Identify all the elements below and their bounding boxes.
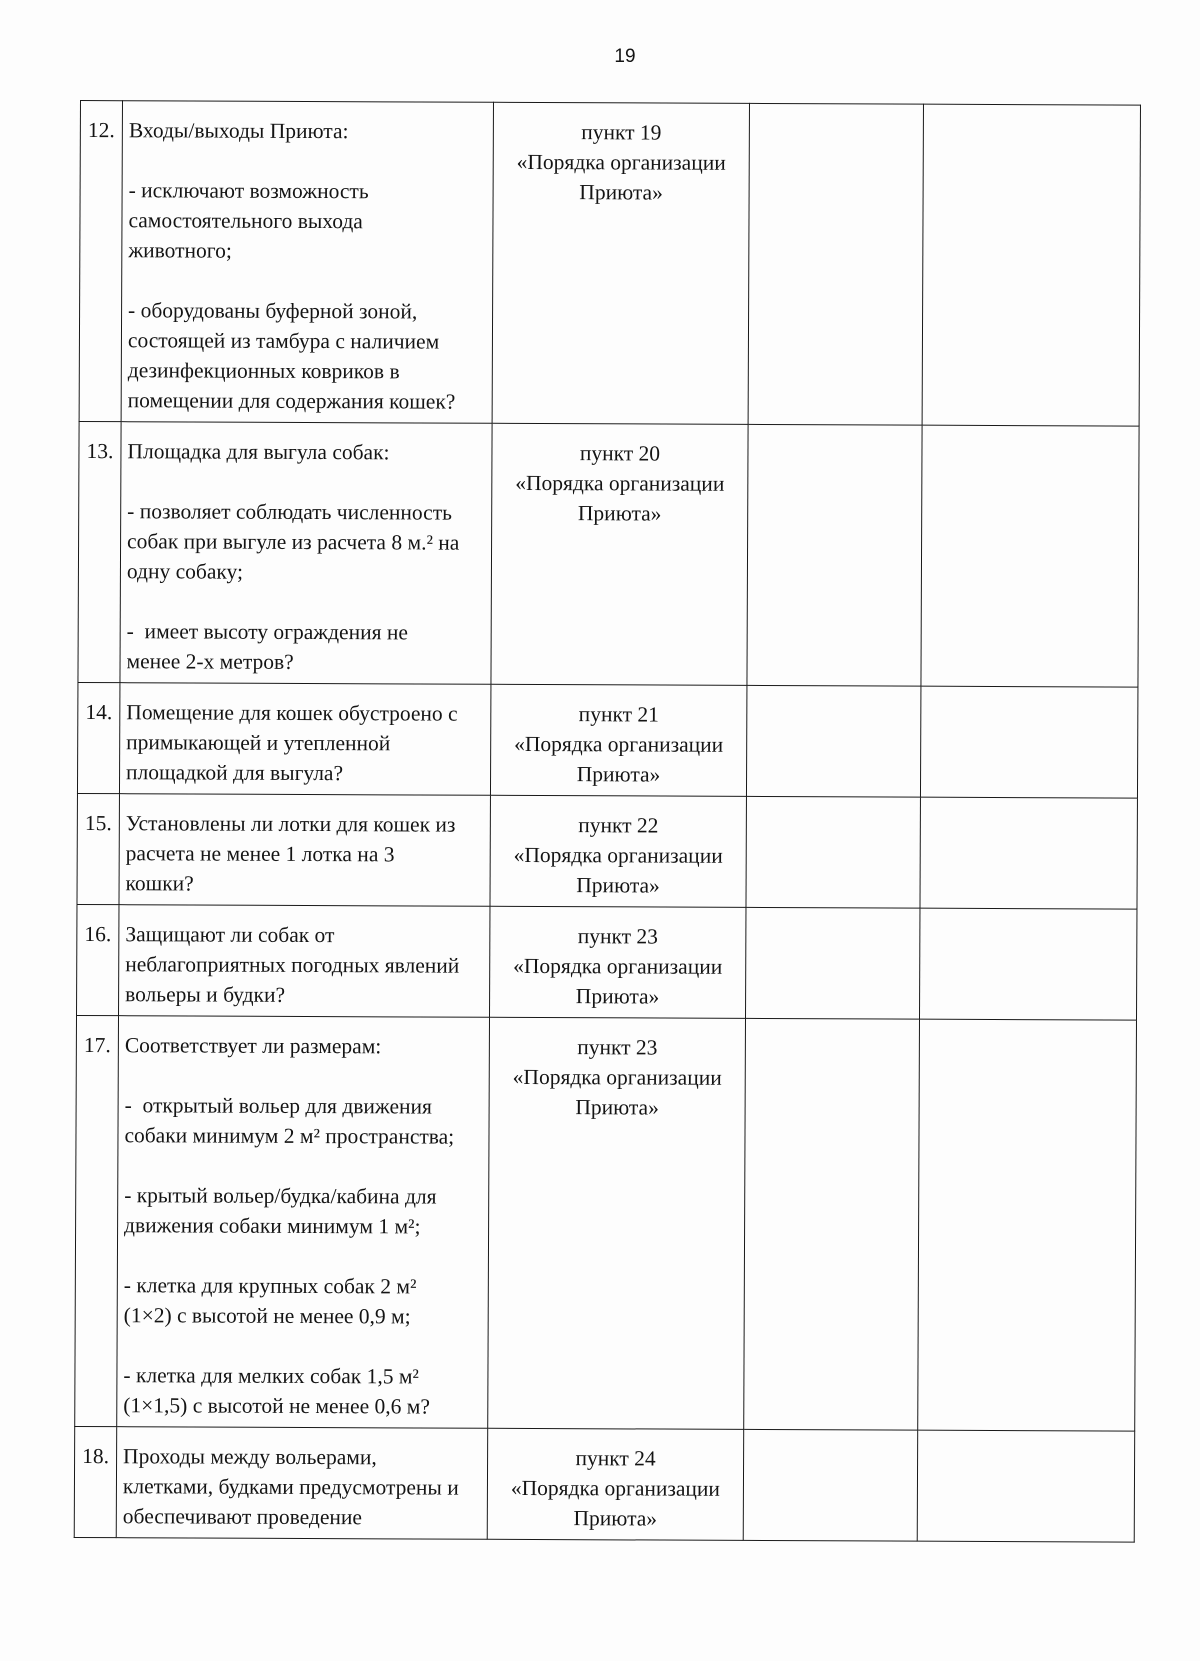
row-number: 12.: [79, 101, 122, 422]
question-line: Защищают ли собак от: [125, 922, 335, 948]
question-line: клетками, будками предусмотрены и: [122, 1474, 459, 1500]
reference-cell: [491, 423, 748, 685]
question-cell: [120, 422, 492, 685]
paragraph-gap: [129, 145, 487, 177]
question-line: Проходы между вольерами,: [123, 1444, 377, 1470]
question-line: - имеет высоту ограждения не: [126, 619, 408, 645]
checklist-row: [79, 101, 1140, 427]
comment-cell: [917, 1430, 1134, 1542]
question-line: вольеры и будки?: [125, 982, 286, 1007]
paragraph-gap: [124, 1150, 482, 1182]
reference-cell: [490, 795, 746, 907]
question-cell: [119, 683, 490, 796]
question-line: - открытый вольер для движения: [124, 1093, 433, 1119]
question-cell: [116, 1427, 487, 1540]
reference-line: «Порядка организации: [512, 1064, 722, 1090]
question-line: (1×2) с высотой не менее 0,9 м;: [123, 1303, 411, 1329]
question-cell: [117, 1016, 490, 1429]
comment-cell: [919, 908, 1136, 1020]
question-line: площадкой для выгула?: [126, 760, 344, 786]
row-number: 18.: [74, 1426, 116, 1537]
question-line: собак при выгуле из расчета 8 м.² на: [127, 529, 460, 555]
question-line: Соответствует ли размерам:: [124, 1033, 382, 1059]
reference-line: пункт 23: [577, 924, 659, 949]
question-line: движения собаки минимум 1 м²;: [124, 1213, 421, 1239]
question-line: менее 2-х метров?: [126, 649, 294, 674]
question-line: - позволяет соблюдать численность: [127, 499, 453, 525]
answer-cell: [747, 424, 922, 686]
reference-line: Приюта»: [576, 873, 660, 898]
checklist-row: [77, 682, 1137, 798]
reference-line: Приюта»: [577, 501, 662, 526]
paragraph-gap: [127, 466, 485, 498]
comment-cell: [922, 104, 1140, 426]
question-line: неблагоприятных погодных явлений: [125, 952, 460, 978]
reference-line: пункт 20: [579, 441, 661, 466]
question-cell: [121, 101, 493, 424]
comment-cell: [921, 425, 1139, 687]
reference-line: Приюта»: [576, 762, 661, 787]
reference-line: «Порядка организации: [513, 953, 723, 979]
reference-line: пункт 19: [581, 120, 662, 145]
checklist-row: [74, 1426, 1134, 1542]
question-line: одну собаку;: [126, 559, 244, 584]
answer-cell: [746, 796, 920, 908]
row-number: 17.: [75, 1015, 119, 1426]
question-line: примыкающей и утепленной: [126, 730, 391, 756]
reference-line: «Порядка организации: [514, 731, 724, 757]
checklist-table: [74, 100, 1141, 1543]
question-cell: [119, 794, 490, 907]
reference-line: пункт 22: [578, 813, 659, 838]
question-line: кошки?: [125, 871, 194, 896]
answer-cell: [748, 103, 923, 425]
reference-line: «Порядка организации: [516, 149, 726, 175]
question-line: самостоятельного выхода: [128, 208, 363, 234]
question-line: - оборудованы буферной зоной,: [128, 298, 418, 324]
row-number: 16.: [77, 904, 119, 1015]
paragraph-gap: [124, 1240, 482, 1272]
paragraph-gap: [124, 1330, 482, 1362]
reference-line: пункт 23: [577, 1035, 658, 1060]
page-number: 19: [614, 46, 636, 67]
paragraph-gap: [128, 265, 486, 297]
checklist-row: [77, 904, 1137, 1020]
question-line: - клетка для мелких собак 1,5 м²: [123, 1363, 419, 1389]
question-line: животного;: [128, 238, 232, 263]
comment-cell: [918, 1019, 1137, 1431]
checklist-row: [77, 793, 1137, 909]
row-number: 15.: [77, 793, 119, 904]
reference-cell: [492, 102, 749, 424]
answer-cell: [746, 685, 920, 797]
question-line: - исключают возможность: [128, 178, 369, 204]
reference-cell: [487, 1428, 743, 1540]
comment-cell: [920, 686, 1137, 798]
question-line: Помещение для кошек обустроено с: [126, 700, 458, 726]
question-line: собаки минимум 2 м² пространства;: [124, 1123, 455, 1149]
paragraph-gap: [125, 1060, 483, 1092]
reference-line: «Порядка организации: [510, 1475, 721, 1501]
comment-cell: [920, 797, 1137, 909]
reference-cell: [490, 684, 746, 796]
reference-cell: [488, 1017, 746, 1429]
question-line: расчета не менее 1 лотка на 3: [125, 841, 395, 867]
reference-line: «Порядка организации: [515, 470, 725, 496]
answer-cell: [743, 1429, 917, 1541]
question-line: Входы/выходы Приюта:: [128, 118, 349, 144]
reference-line: Приюта»: [575, 984, 660, 1009]
row-number: 14.: [77, 682, 119, 793]
reference-line: пункт 21: [578, 702, 659, 727]
reference-line: Приюта»: [573, 1506, 658, 1531]
reference-line: «Порядка организации: [513, 842, 723, 868]
reference-line: Приюта»: [575, 1095, 659, 1120]
reference-line: Приюта»: [579, 180, 663, 205]
question-line: дезинфекционных ковриков в: [127, 358, 400, 384]
checklist-row: [78, 421, 1139, 687]
question-line: Площадка для выгула собак:: [127, 439, 390, 465]
reference-line: пункт 24: [575, 1446, 656, 1471]
question-line: обеспечивают проведение: [122, 1504, 363, 1530]
row-number: 13.: [78, 421, 121, 682]
question-line: (1×1,5) с высотой не менее 0,6 м?: [123, 1393, 431, 1419]
reference-cell: [490, 906, 746, 1018]
question-line: - клетка для крупных собак 2 м²: [123, 1273, 417, 1299]
question-cell: [119, 905, 490, 1018]
question-line: Установлены ли лотки для кошек из: [125, 811, 456, 837]
question-line: помещении для содержания кошек?: [127, 388, 456, 414]
answer-cell: [745, 907, 919, 1019]
question-line: состоящей из тамбура с наличием: [127, 328, 440, 354]
paragraph-gap: [127, 586, 485, 618]
answer-cell: [744, 1018, 920, 1430]
checklist-row: [75, 1015, 1137, 1431]
question-line: - крытый вольер/будка/кабина для: [124, 1183, 437, 1209]
